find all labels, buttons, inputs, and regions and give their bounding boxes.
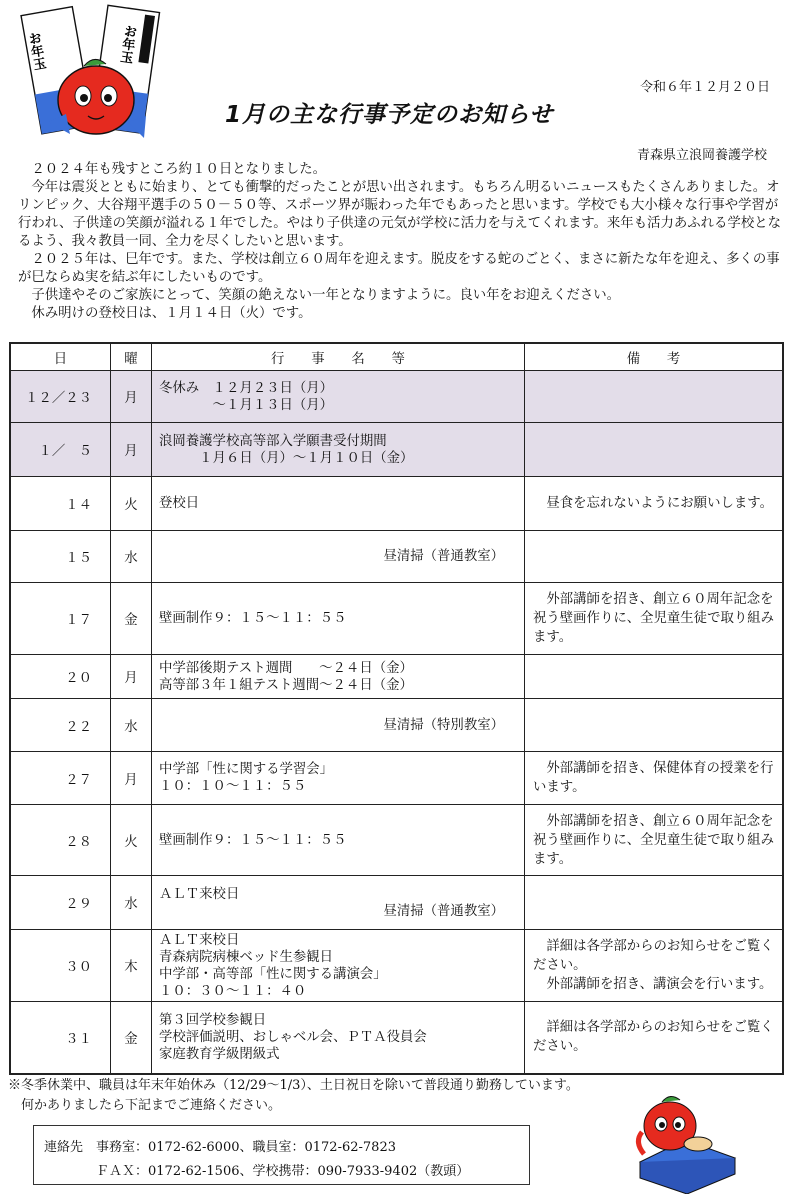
paragraph: 休み明けの登校日は、１月１４日（火）です。 [18, 306, 312, 321]
envelope-label-left: お年玉 [24, 30, 47, 72]
cell-event [152, 752, 525, 805]
table-row [10, 1002, 783, 1074]
cell-note [525, 655, 784, 699]
event-line: 中学部後期テスト週間 ～２４日（金） [159, 660, 413, 676]
event-line: 中学部「性に関する学習会」 [159, 762, 334, 777]
cell-event [152, 371, 525, 423]
event-line: 昼清掃（普通教室） [383, 549, 504, 564]
otoshidama-mascot-illustration [8, 4, 180, 154]
cell-event [152, 583, 525, 655]
cell-day: ３１ [10, 1002, 111, 1074]
event-line: 中学部・高等部「性に関する講演会」 [159, 966, 387, 982]
cell-weekday: 月 [111, 655, 152, 699]
event-line: ＡＬＴ来校日 [159, 886, 240, 902]
table-row [10, 423, 783, 477]
schedule-table [9, 342, 784, 1075]
cell-weekday: 月 [111, 752, 152, 805]
event-line: ～１月１３日（月） [159, 397, 334, 413]
event-line: ＡＬＴ来校日 [159, 932, 240, 948]
greeting-text [18, 161, 786, 323]
envelope-label-right: お年玉 [116, 23, 137, 65]
cell-day: １４ [10, 477, 111, 531]
cell-day: ２８ [10, 805, 111, 876]
cell-note [525, 423, 784, 477]
cell-note: 詳細は各学部からのお知らせをご覧ください。 外部講師を招き、講演会を行います。 [525, 930, 784, 1002]
cell-day: ３０ [10, 930, 111, 1002]
event-line: 第３回学校参観日 [159, 1012, 267, 1028]
table-row [10, 930, 783, 1002]
table-row [10, 371, 783, 423]
contact-line: ＦＡＸ：0172-62-1506、学校携帯：090-7933-9402（教頭） [44, 1164, 470, 1179]
table-row [10, 876, 783, 930]
cell-event [152, 531, 525, 583]
event-line: １月６日（月）～１月１０日（金） [159, 450, 414, 466]
table-row [10, 583, 783, 655]
cell-event [152, 477, 525, 531]
cell-note [525, 371, 784, 423]
contact-box [33, 1125, 530, 1185]
cell-day: １７ [10, 583, 111, 655]
cell-event [152, 655, 525, 699]
contact-line: 連絡先 事務室：0172-62-6000、職員室：0172-62-7823 [44, 1140, 396, 1155]
cell-weekday: 金 [111, 1002, 152, 1074]
event-line: １０：３０～１１：４０ [159, 983, 307, 999]
cell-weekday: 月 [111, 371, 152, 423]
cell-day: ２９ [10, 876, 111, 930]
event-line: 登校日 [159, 496, 200, 511]
cell-weekday: 水 [111, 699, 152, 752]
cell-note [525, 531, 784, 583]
cell-event [152, 805, 525, 876]
header-note: 備 考 [525, 343, 784, 371]
cell-weekday: 水 [111, 531, 152, 583]
event-line: 青森病院病棟ベッド生参観日 [159, 949, 334, 965]
cell-note [525, 699, 784, 752]
cell-event [152, 699, 525, 752]
cell-note: 外部講師を招き、保健体育の授業を行います。 [525, 752, 784, 805]
cell-weekday: 金 [111, 583, 152, 655]
cell-event [152, 1002, 525, 1074]
cell-weekday: 火 [111, 805, 152, 876]
page-title: 1月の主な行事予定のお知らせ [225, 102, 554, 128]
cell-weekday: 月 [111, 423, 152, 477]
event-line: 壁画制作９：１５～１１：５５ [159, 832, 347, 848]
cell-event [152, 423, 525, 477]
paragraph: 今年は震災とともに始まり、とても衝撃的だったことが思い出されます。もちろん明るいニュースもたくさんありました。オリンピック、大谷翔平選手の５０－５０等、スポーツ界が賑わった年でもあったと思います。学校でも大小様々な行事や学習が行われ、子供達の笑顔が溢れる１年でした。やはり子供達の元気が学校に活力を与えてくれます。来年も活力あふれる学校となるよう、我々教員一同、全力を尽くしたいと思います。 [18, 180, 781, 249]
cell-day: １２／２３ [10, 371, 111, 423]
event-line: 壁画制作９：１５～１１：５５ [159, 611, 347, 626]
cell-day: １／ ５ [10, 423, 111, 477]
kotatsu-mascot-illustration [630, 1092, 740, 1194]
cell-day: ２２ [10, 699, 111, 752]
footnote-line: 何かありましたら下記までご連絡ください。 [8, 1098, 282, 1113]
paragraph: 子供達やそのご家族にとって、笑顔の絶えない一年となりますように。良い年をお迎えください。 [18, 288, 621, 303]
cell-day: ２０ [10, 655, 111, 699]
event-line: 家庭教育学級閉級式 [159, 1046, 280, 1062]
cell-note [525, 876, 784, 930]
school-name: 青森県立浪岡養護学校 [637, 148, 768, 163]
table-row [10, 655, 783, 699]
footnote [8, 1076, 579, 1116]
cell-day: １５ [10, 531, 111, 583]
event-line: 冬休み １２月２３日（月） [159, 380, 334, 396]
header-day: 日 [10, 343, 111, 371]
table-row [10, 699, 783, 752]
cell-event [152, 930, 525, 1002]
paragraph: ２０２４年も残すところ約１０日となりました。 [18, 162, 326, 177]
issue-date: 令和６年１２月２０日 [640, 80, 771, 95]
paragraph: ２０２５年は、巳年です。また、学校は創立６０周年を迎えます。脱皮をする蛇のごとく、まさに新たな年を迎え、多くの事が巳ならぬ実を結ぶ年にしたいものです。 [18, 252, 780, 285]
cell-event [152, 876, 525, 930]
event-line: 浪岡養護学校高等部入学願書受付期間 [159, 433, 387, 449]
cell-note: 昼食を忘れないようにお願いします。 [525, 477, 784, 531]
header-weekday: 曜 [111, 343, 152, 371]
table-row [10, 531, 783, 583]
table-row [10, 477, 783, 531]
table-row [10, 752, 783, 805]
schedule-rows [10, 371, 783, 1074]
cell-weekday: 水 [111, 876, 152, 930]
cell-day: ２７ [10, 752, 111, 805]
event-line: 高等部３年１組テスト週間～２４日（金） [159, 677, 413, 693]
event-line: 学校評価説明、おしゃベル会、ＰＴＡ役員会 [159, 1029, 427, 1045]
cell-note: 詳細は各学部からのお知らせをご覧ください。 [525, 1002, 784, 1074]
event-line: 昼清掃（特別教室） [383, 717, 504, 733]
cell-note: 外部講師を招き、創立６０周年記念を祝う壁画作りに、全児童生徒で取り組みます。 [525, 583, 784, 655]
cell-weekday: 木 [111, 930, 152, 1002]
cell-note: 外部講師を招き、創立６０周年記念を祝う壁画作りに、全児童生徒で取り組みます。 [525, 805, 784, 876]
header-event: 行 事 名 等 [152, 343, 525, 371]
cell-weekday: 火 [111, 477, 152, 531]
table-header-row [10, 343, 783, 371]
event-line: １０：１０～１１：５５ [159, 779, 307, 794]
footnote-line: ※冬季休業中、職員は年末年始休み（12/29～1/3）、土日祝日を除いて普段通り勤務しています。 [8, 1078, 579, 1093]
event-line: 昼清掃（普通教室） [383, 903, 504, 919]
table-row [10, 805, 783, 876]
